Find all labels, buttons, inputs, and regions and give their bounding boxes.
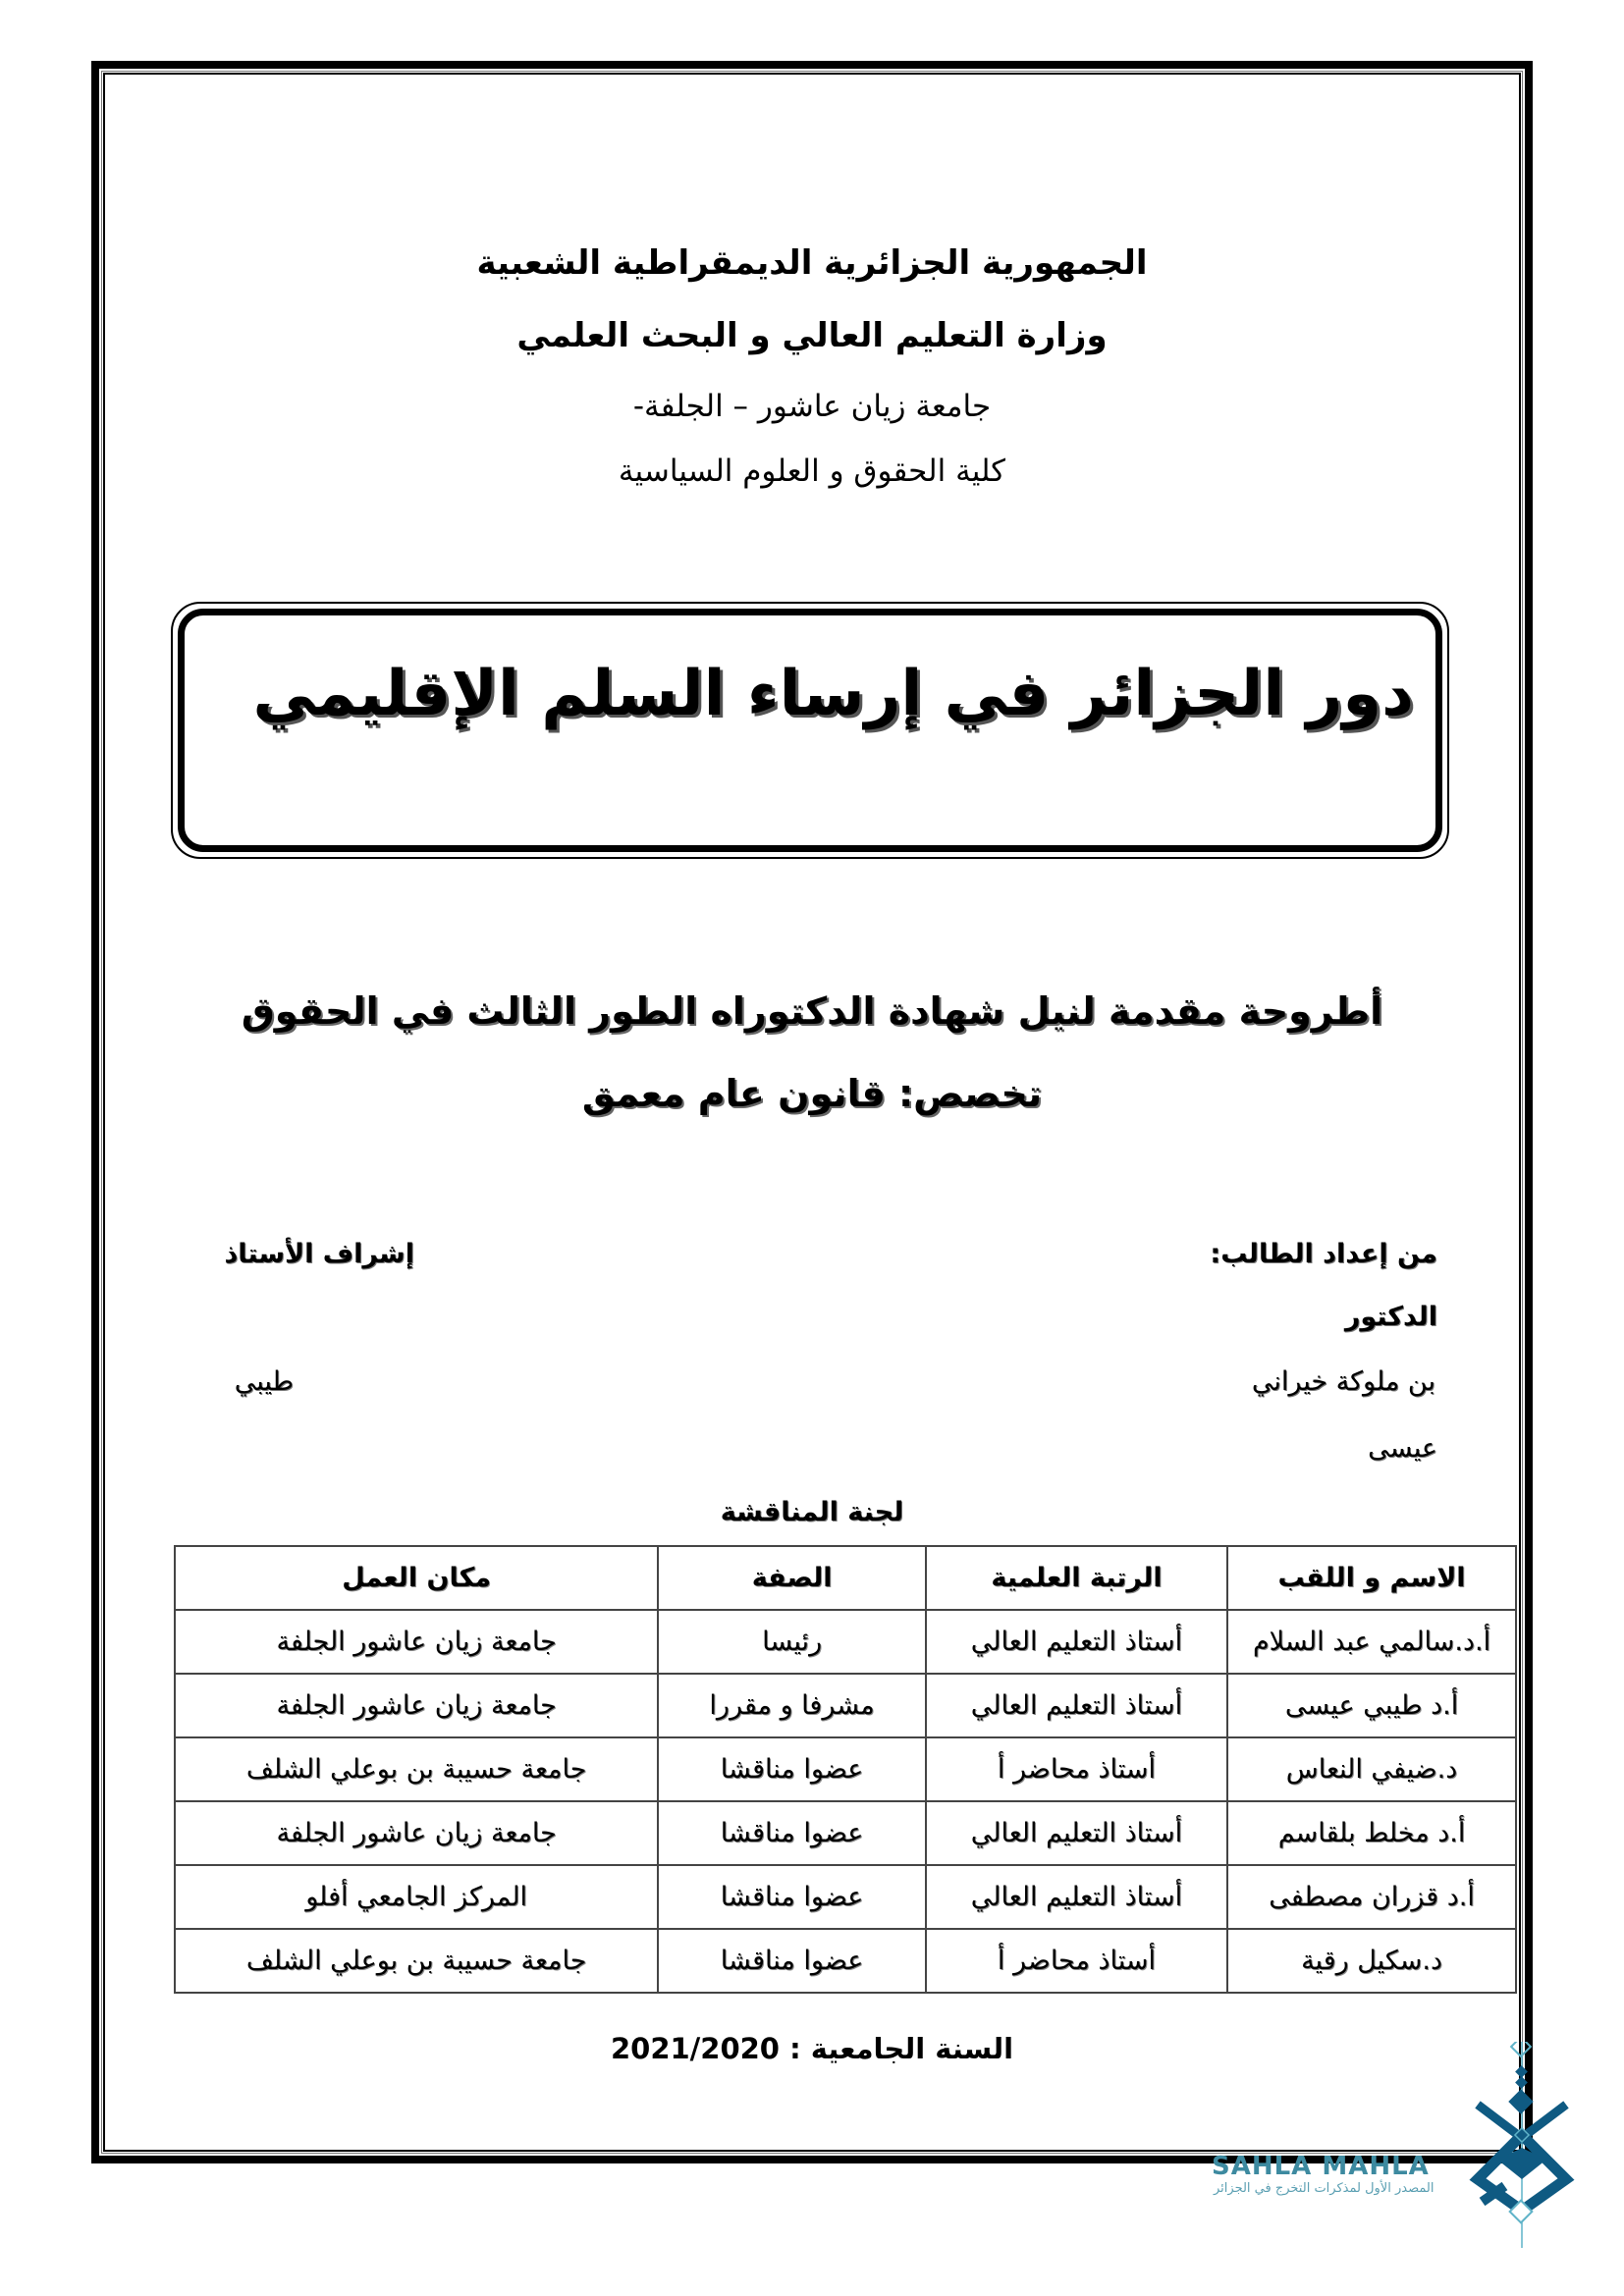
member-workplace: جامعة زيان عاشور الجلفة: [175, 1801, 658, 1865]
table-row: [175, 1801, 1516, 1865]
header-role: الصفة: [658, 1546, 926, 1610]
header-name: الاسم و اللقب: [1227, 1546, 1516, 1610]
watermark-brand: SAHLA MAHLA: [1212, 2152, 1430, 2181]
title-box: [178, 609, 1442, 852]
member-role: عضوا مناقشا: [658, 1737, 926, 1801]
republic-name: الجمهورية الجزائرية الديمقراطية الشعبية: [476, 243, 1148, 283]
member-workplace: جامعة حسيبة بن بوعلي الشلف: [175, 1737, 658, 1801]
degree-statement: أطروحة مقدمة لنيل شهادة الدكتوراه الطور الثالث في الحقوق: [241, 989, 1383, 1033]
university-name: جامعة زيان عاشور – الجلفة-: [632, 389, 992, 424]
sahla-mahla-watermark: [1208, 2042, 1624, 2296]
committee-title: لجنة المناقشة: [720, 1497, 904, 1527]
header-rank: الرتبة العلمية: [926, 1546, 1227, 1610]
thesis-title: دور الجزائر في إرساء السلم الإقليمي: [252, 658, 1414, 730]
header-workplace: مكان العمل: [175, 1546, 658, 1610]
doctor-label: الدكتور: [1344, 1302, 1437, 1332]
member-role: رئيسا: [658, 1610, 926, 1674]
member-name: أ.د قزران مصطفى: [1227, 1865, 1516, 1929]
table-row: [175, 1865, 1516, 1929]
member-rank: أستاذ التعليم العالي: [926, 1865, 1227, 1929]
prepared-by-label: من إعداد الطالب:: [1210, 1239, 1437, 1269]
member-rank: أستاذ التعليم العالي: [926, 1674, 1227, 1737]
member-role: عضوا مناقشا: [658, 1929, 926, 1993]
specialization: تخصص: قانون عام معمق: [581, 1072, 1043, 1115]
member-workplace: جامعة زيان عاشور الجلفة: [175, 1674, 658, 1737]
member-name: أ.د طيبي عيسى: [1227, 1674, 1516, 1737]
member-rank: أستاذ محاضر أ: [926, 1737, 1227, 1801]
member-role: عضوا مناقشا: [658, 1801, 926, 1865]
member-name: أ.د مخلط بلقاسم: [1227, 1801, 1516, 1865]
member-rank: أستاذ التعليم العالي: [926, 1801, 1227, 1865]
member-workplace: جامعة حسيبة بن بوعلي الشلف: [175, 1929, 658, 1993]
table-row: [175, 1737, 1516, 1801]
member-name: د.سكيل رقية: [1227, 1929, 1516, 1993]
member-role: مشرفا و مقررا: [658, 1674, 926, 1737]
table-row: [175, 1674, 1516, 1737]
supervisor-label: إشراف الأستاذ: [224, 1239, 414, 1269]
table-row: [175, 1610, 1516, 1674]
member-role: عضوا مناقشا: [658, 1865, 926, 1929]
committee-table: [174, 1545, 1517, 1994]
watermark-tagline: المصدر الأول لمذكرات التخرج في الجزائر: [1214, 2181, 1435, 2196]
student-name: بن ملوكة خيراني: [1251, 1366, 1435, 1397]
sahla-mahla-emblem-icon: [1468, 2042, 1576, 2248]
member-rank: أستاذ محاضر أ: [926, 1929, 1227, 1993]
member-workplace: جامعة زيان عاشور الجلفة: [175, 1610, 658, 1674]
table-row: [175, 1929, 1516, 1993]
supervisor-name-first: طيبي: [234, 1366, 294, 1397]
member-name: أ.د.سالمي عبد السلام: [1227, 1610, 1516, 1674]
member-rank: أستاذ التعليم العالي: [926, 1610, 1227, 1674]
ministry-name: وزارة التعليم العالي و البحث العلمي: [516, 316, 1108, 355]
member-workplace: المركز الجامعي أفلو: [175, 1865, 658, 1929]
faculty-name: كلية الحقوق و العلوم السياسية: [618, 454, 1006, 489]
academic-year: السنة الجامعية : 2021/2020: [610, 2032, 1014, 2065]
table-header-row: [175, 1546, 1516, 1610]
member-name: د.ضيفي النعاس: [1227, 1737, 1516, 1801]
supervisor-name-second: عيسى: [1368, 1433, 1437, 1464]
